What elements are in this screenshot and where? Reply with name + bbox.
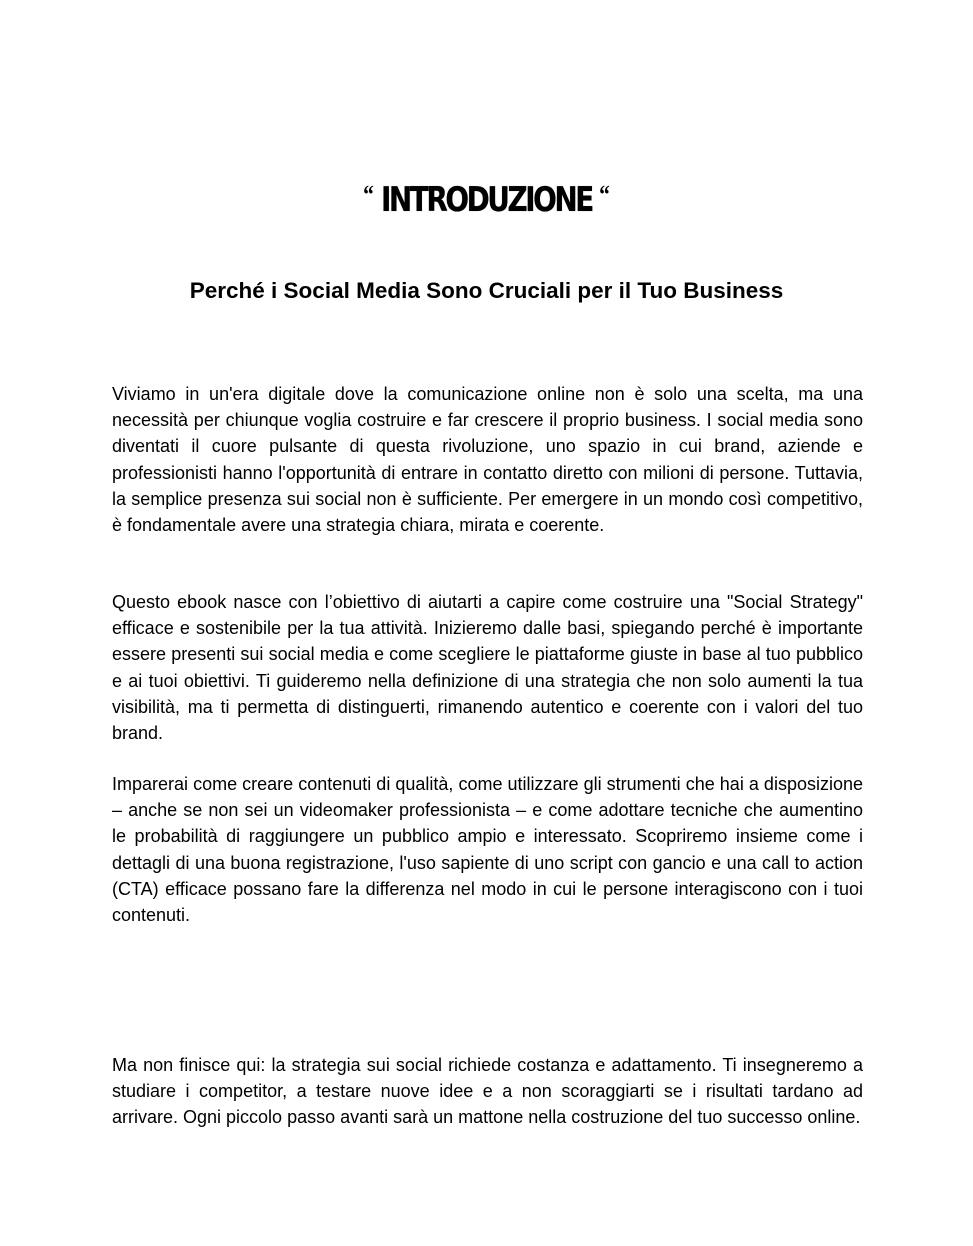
paragraph-ebook-purpose: Questo ebook nasce con l’obiettivo di aiutarti a capire come costruire una "Social Strategy" efficace e sostenibile per la tua attività. Inizieremo dalle basi, spiegando perché è importante essere presenti sui social media e come scegliere le piattaforme giuste in base al tuo pubblico e ai tuoi obiettivi. Ti guideremo nella definizione di una strategia che non solo aumenti la tua visibilità, ma ti permetta di distinguerti, rimanendo autentico e coerente con i valori del tuo brand. [112, 592, 863, 744]
close-quote: “ [599, 180, 610, 209]
subtitle: Perché i Social Media Sono Cruciali per il Tuo Business [189, 278, 784, 303]
paragraph-consistency: Ma non finisce qui: la strategia sui social richiede costanza e adattamento. Ti insegneremo a studiare i competitor, a testare nuove idee e a non scoraggiarti se i risultati tardano ad arrivare. Ogni piccolo passo avanti sarà un mattone nella costruzione del tuo successo online. [112, 1055, 863, 1128]
page-title [363, 170, 610, 225]
title-text: INTRODUZIONE [381, 180, 592, 220]
paragraph-intro: Viviamo in un'era digitale dove la comunicazione online non è solo una scelta, ma una necessità per chiunque voglia costruire e far crescere il proprio business. I social media sono diventati il cuore pulsante di questa rivoluzione, uno spazio in cui brand, aziende e professionisti hanno l'opportunità di entrare in contatto diretto con milioni di persone. Tuttavia, la semplice presenza sui social non è sufficiente. Per emergere in un mondo così competitivo, è fondamentale avere una strategia chiara, mirata e coerente. [112, 384, 863, 536]
page-title-container [0, 170, 973, 225]
open-quote: “ [363, 180, 374, 209]
paragraph-content-creation: Imparerai come creare contenuti di qualità, come utilizzare gli strumenti che hai a disposizione – anche se non sei un videomaker professionista – e come adottare tecniche che aumentino le probabilità di raggiungere un pubblico ampio e interessato. Scopriremo insieme come i dettagli di una buona registrazione, l'uso sapiente di uno script con gancio e una call to action (CTA) efficace possano fare la differenza nel modo in cui le persone interagiscono con i tuoi contenuti. [112, 774, 863, 926]
